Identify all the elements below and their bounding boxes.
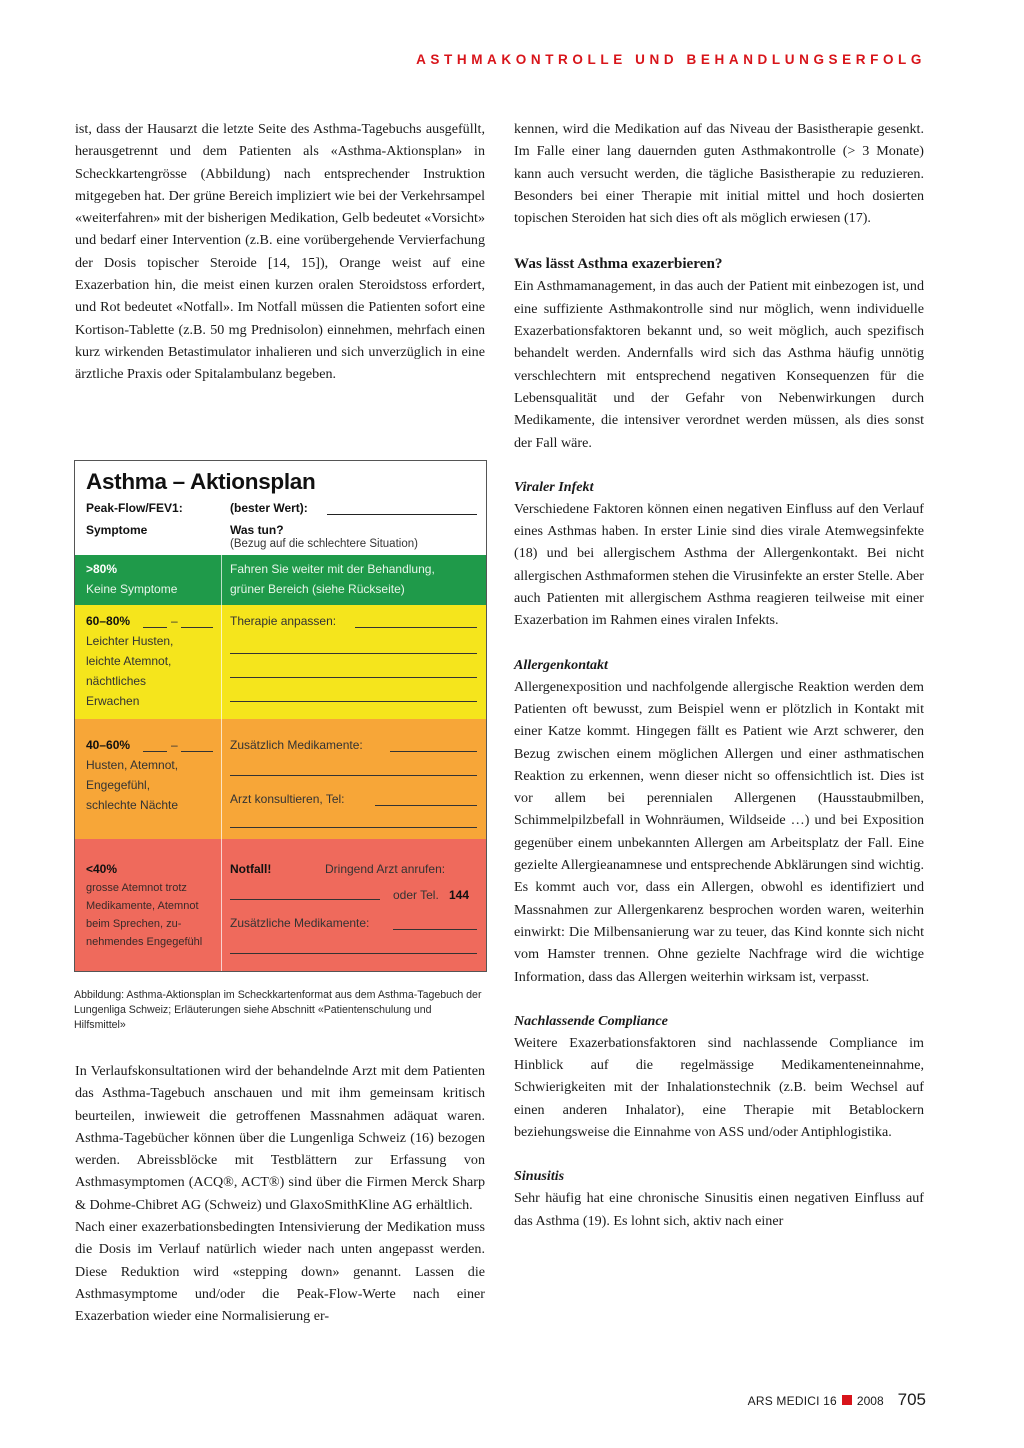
page-number: 705 <box>897 1390 926 1409</box>
best-value-line <box>327 514 477 515</box>
orange-action-2: Arzt konsultieren, Tel: <box>230 792 345 806</box>
right-column <box>514 118 924 1232</box>
green-symptoms: Keine Symptome <box>86 582 178 596</box>
orange-range-dash: – <box>171 738 178 752</box>
yellow-range-dash: – <box>171 614 178 628</box>
zone-yellow <box>75 605 486 719</box>
zone-red <box>75 839 486 971</box>
red-symptom-3: beim Sprechen, zu- <box>86 918 182 930</box>
red-range: <40% <box>86 862 118 876</box>
best-value-label: (bester Wert): <box>230 501 308 515</box>
yellow-symptom-2: leichte Atemnot, <box>86 654 172 668</box>
journal-year: 2008 <box>856 1394 884 1408</box>
green-action-1: Fahren Sie weiter mit der Behandlung, <box>230 562 435 576</box>
body-paragraph: Weitere Exazerbationsfaktoren sind nachlassende Compliance im Hinblick auf die regelmässige Medikamenteneinnahme, Schwierigkeiten mit der Inhalationstechnik (z.B. beim Wechsel auf einen anderen Inhalator), eine Therapie mit Betablockern beziehungsweise die Einnahme von ASS und/oder Antiphlogistika. <box>514 1034 924 1140</box>
red-symptom-4: nehmendes Engegefühl <box>86 936 203 948</box>
figure-caption: Abbildung: Asthma-Aktionsplan im Scheckkartenformat aus dem Asthma-Tagebuch der Lungenliga Schweiz; Erläuterungen siehe Abschnitt «Patientenschulung und Hilfsmittel» <box>74 989 482 1031</box>
zone-green <box>75 555 486 605</box>
red-or-tel: oder Tel. <box>393 888 439 902</box>
body-paragraph: Ein Asthmamanagement, in das auch der Patient mit einbezogen ist, und eine suffiziente Asthmakontrolle sind nur möglich, wenn individuelle Exazerbationsfaktoren bekannt und, so weit möglich, auch spezifisch behandelt werden. Andernfalls wird sich das Asthma häufig unnötig verschlechtern mit entsprechend negativen Konsequenzen für die Lebensqualität und der Gefahr von Nebenwirkungen durch Medikamente, die intensiver verordnet werden müssen, als dies sonst der Fall wäre. <box>514 278 924 451</box>
body-paragraph: Verschiedene Faktoren können einen negativen Einfluss auf den Verlauf eines Asthmas haben. In erster Linie sind dies virale Atemwegsinfekte (18) und bei allergischem Asthma der Allergenkontakt. Bei nicht allergischen Asthmaformen stehen die Virusinfekte an erster Stelle. Aber auch Patienten mit allergischem Asthma reagieren teilweise mit einer Exazerbation im Rahmen eines viralen Infekts. <box>514 500 924 629</box>
body-paragraph: kennen, wird die Medikation auf das Niveau der Basistherapie gesenkt. Im Falle einer lang dauernden guten Asthmakontrolle (> 3 Monate) kann auch versucht werden, die tägliche Basistherapie zu reduzieren. Besonders bei einer Therapie mit initial mittel und hoch dosierten topischen Steroiden hat sich dies oft als möglich erwiesen (17). <box>514 121 924 227</box>
red-extra-meds: Zusätzliche Medikamente: <box>230 916 370 930</box>
what-to-do-sub: (Bezug auf die schlechtere Situation) <box>230 538 418 550</box>
left-column-continued <box>75 1060 485 1328</box>
red-square-icon <box>842 1395 852 1405</box>
section-heading: Was lässt Asthma exazerbieren? <box>514 255 723 273</box>
green-range: >80% <box>86 562 118 576</box>
red-call-doctor: Dringend Arzt anrufen: <box>325 862 446 876</box>
body-paragraph: In Verlaufskonsultationen wird der behandelnde Arzt mit dem Patienten das Asthma-Tagebuch anschauen und mit ihm gemeinsam kritisch beurteilen, inwieweit die getroffenen Massnahmen adäquat waren. Asthma-Tagebücher können über die Lungenliga Schweiz (16) bezogen werden. Abreissblöcke mit Testblättern zur Erfassung von Asthmasymptomen (ACQ®, ACT®) sind über die Firmen Merck Sharp & Dohme-Chibret AG (Schweiz) und GlaxoSmithKline AG erhältlich. <box>75 1063 485 1213</box>
yellow-symptom-4: Erwachen <box>86 694 140 708</box>
journal-name: ARS MEDICI 16 <box>747 1394 837 1408</box>
what-to-do-header: Was tun? <box>230 523 284 537</box>
body-paragraph: Allergenexposition und nachfolgende allergische Reaktion werden dem Patienten oft bewusst, zum Beispiel wenn er plötzlich in Kontakt mit einer Katze kommt. Hingegen fällt es Patient wie Arzt schwerer, den Bezug zwischen einem möglichen Allergen und einer asthmatischen Reaktion zu erkennen, wenn dieser nicht so offensichtlich ist. Dies ist vor allem bei perennialen Allergenen (Hausstaubmilben, Schimmelpilzbefall in Wohnräumen, Wildseide …) und bei Exposition gegenüber einem unbekannten Allergen am Arbeitsplatz der Fall. Eine gezielte Allergieanamnese und entsprechende Abklärungen sind wichtig. Es kommt auch vor, dass ein Allergen, obwohl es identifiziert und Massnahmen zur Allergenkarenz besprochen worden waren, weiterhin einwirkt: Die Milbensanierung war zu teuer, das Kind konnte sich nicht vom Hamster trennen. Ohne gezielte Nachfrage wird die wichtige Information, dass das Allergen weiterhin wirksam ist, verpasst. <box>514 678 924 985</box>
subsection-heading: Nachlassende Compliance <box>514 1012 668 1029</box>
red-symptom-2: Medikamente, Atemnot <box>86 900 199 912</box>
yellow-symptom-3: nächtliches <box>86 674 147 688</box>
yellow-range: 60–80% <box>86 614 131 628</box>
red-emergency: Notfall! <box>230 862 272 876</box>
green-action-2: grüner Bereich (siehe Rückseite) <box>230 582 405 596</box>
red-tel-number: 144 <box>449 888 470 902</box>
body-paragraph: Nach einer exazerbationsbedingten Intensivierung der Medikation muss die Dosis im Verlauf natürlich wieder nach unten angepasst werden. Diese Reduktion wird «stepping down» genannt. Lassen die Asthmasymptome und/oder die Peak-Flow-Werte nach einer Exazerbation wieder eine Normalisierung er- <box>75 1219 485 1325</box>
subsection-heading: Sinusitis <box>514 1168 565 1185</box>
zone-orange <box>75 719 486 839</box>
orange-symptom-2: Engegefühl, <box>86 778 151 792</box>
page-footer <box>748 1390 926 1410</box>
figure-title: Asthma – Aktionsplan <box>86 469 316 494</box>
body-paragraph: ist, dass der Hausarzt die letzte Seite des Asthma-Tagebuchs ausgefüllt, herausgetrennt und dem Patienten als «Asthma-Aktionsplan» in Scheckkartengrösse (Abbildung) nach entsprechender Instruktion mitgegeben hat. Der grüne Bereich impliziert wie bei der Verkehrsampel «weiterfahren» mit der bisherigen Medikation, Gelb bedeutet «Vorsicht» und bedarf einer Intervention (z.B. eine vorübergehende Vervierfachung der Dosis topischer Steroide [14, 15]), Orange weist auf eine Exazerbation hin, die meist einen kurzen oralen Steroidstoss erfordert, und Rot bedeutet «Notfall». Im Notfall müssen die Patienten sofort eine Kortison-Tablette (z.B. 50 mg Prednisolon) einnehmen, mehrfach einen kurz wirkenden Betastimulator inhalieren und sich unverzüglich in eine ärztliche Praxis oder Spitalambulanz begeben. <box>75 121 485 383</box>
orange-action-1: Zusätzlich Medikamente: <box>230 738 363 752</box>
symptoms-header: Symptome <box>86 523 148 537</box>
running-head: ASTHMAKONTROLLE UND BEHANDLUNGSERFOLG <box>416 52 926 67</box>
asthma-action-plan-figure <box>74 460 487 972</box>
orange-range: 40–60% <box>86 738 131 752</box>
orange-symptom-3: schlechte Nächte <box>86 798 179 812</box>
peak-flow-label: Peak-Flow/FEV1: <box>86 501 183 515</box>
orange-symptom-1: Husten, Atemnot, <box>86 758 179 772</box>
red-symptom-1: grosse Atemnot trotz <box>86 882 187 894</box>
body-paragraph: Sehr häufig hat eine chronische Sinusitis einen negativen Einfluss auf das Asthma (19). Es lohnt sich, aktiv nach einer <box>514 1190 924 1229</box>
subsection-heading: Allergenkontakt <box>514 656 608 673</box>
yellow-symptom-1: Leichter Husten, <box>86 634 174 648</box>
subsection-heading: Viraler Infekt <box>514 478 594 495</box>
left-column <box>75 118 485 386</box>
yellow-action: Therapie anpassen: <box>230 614 337 628</box>
